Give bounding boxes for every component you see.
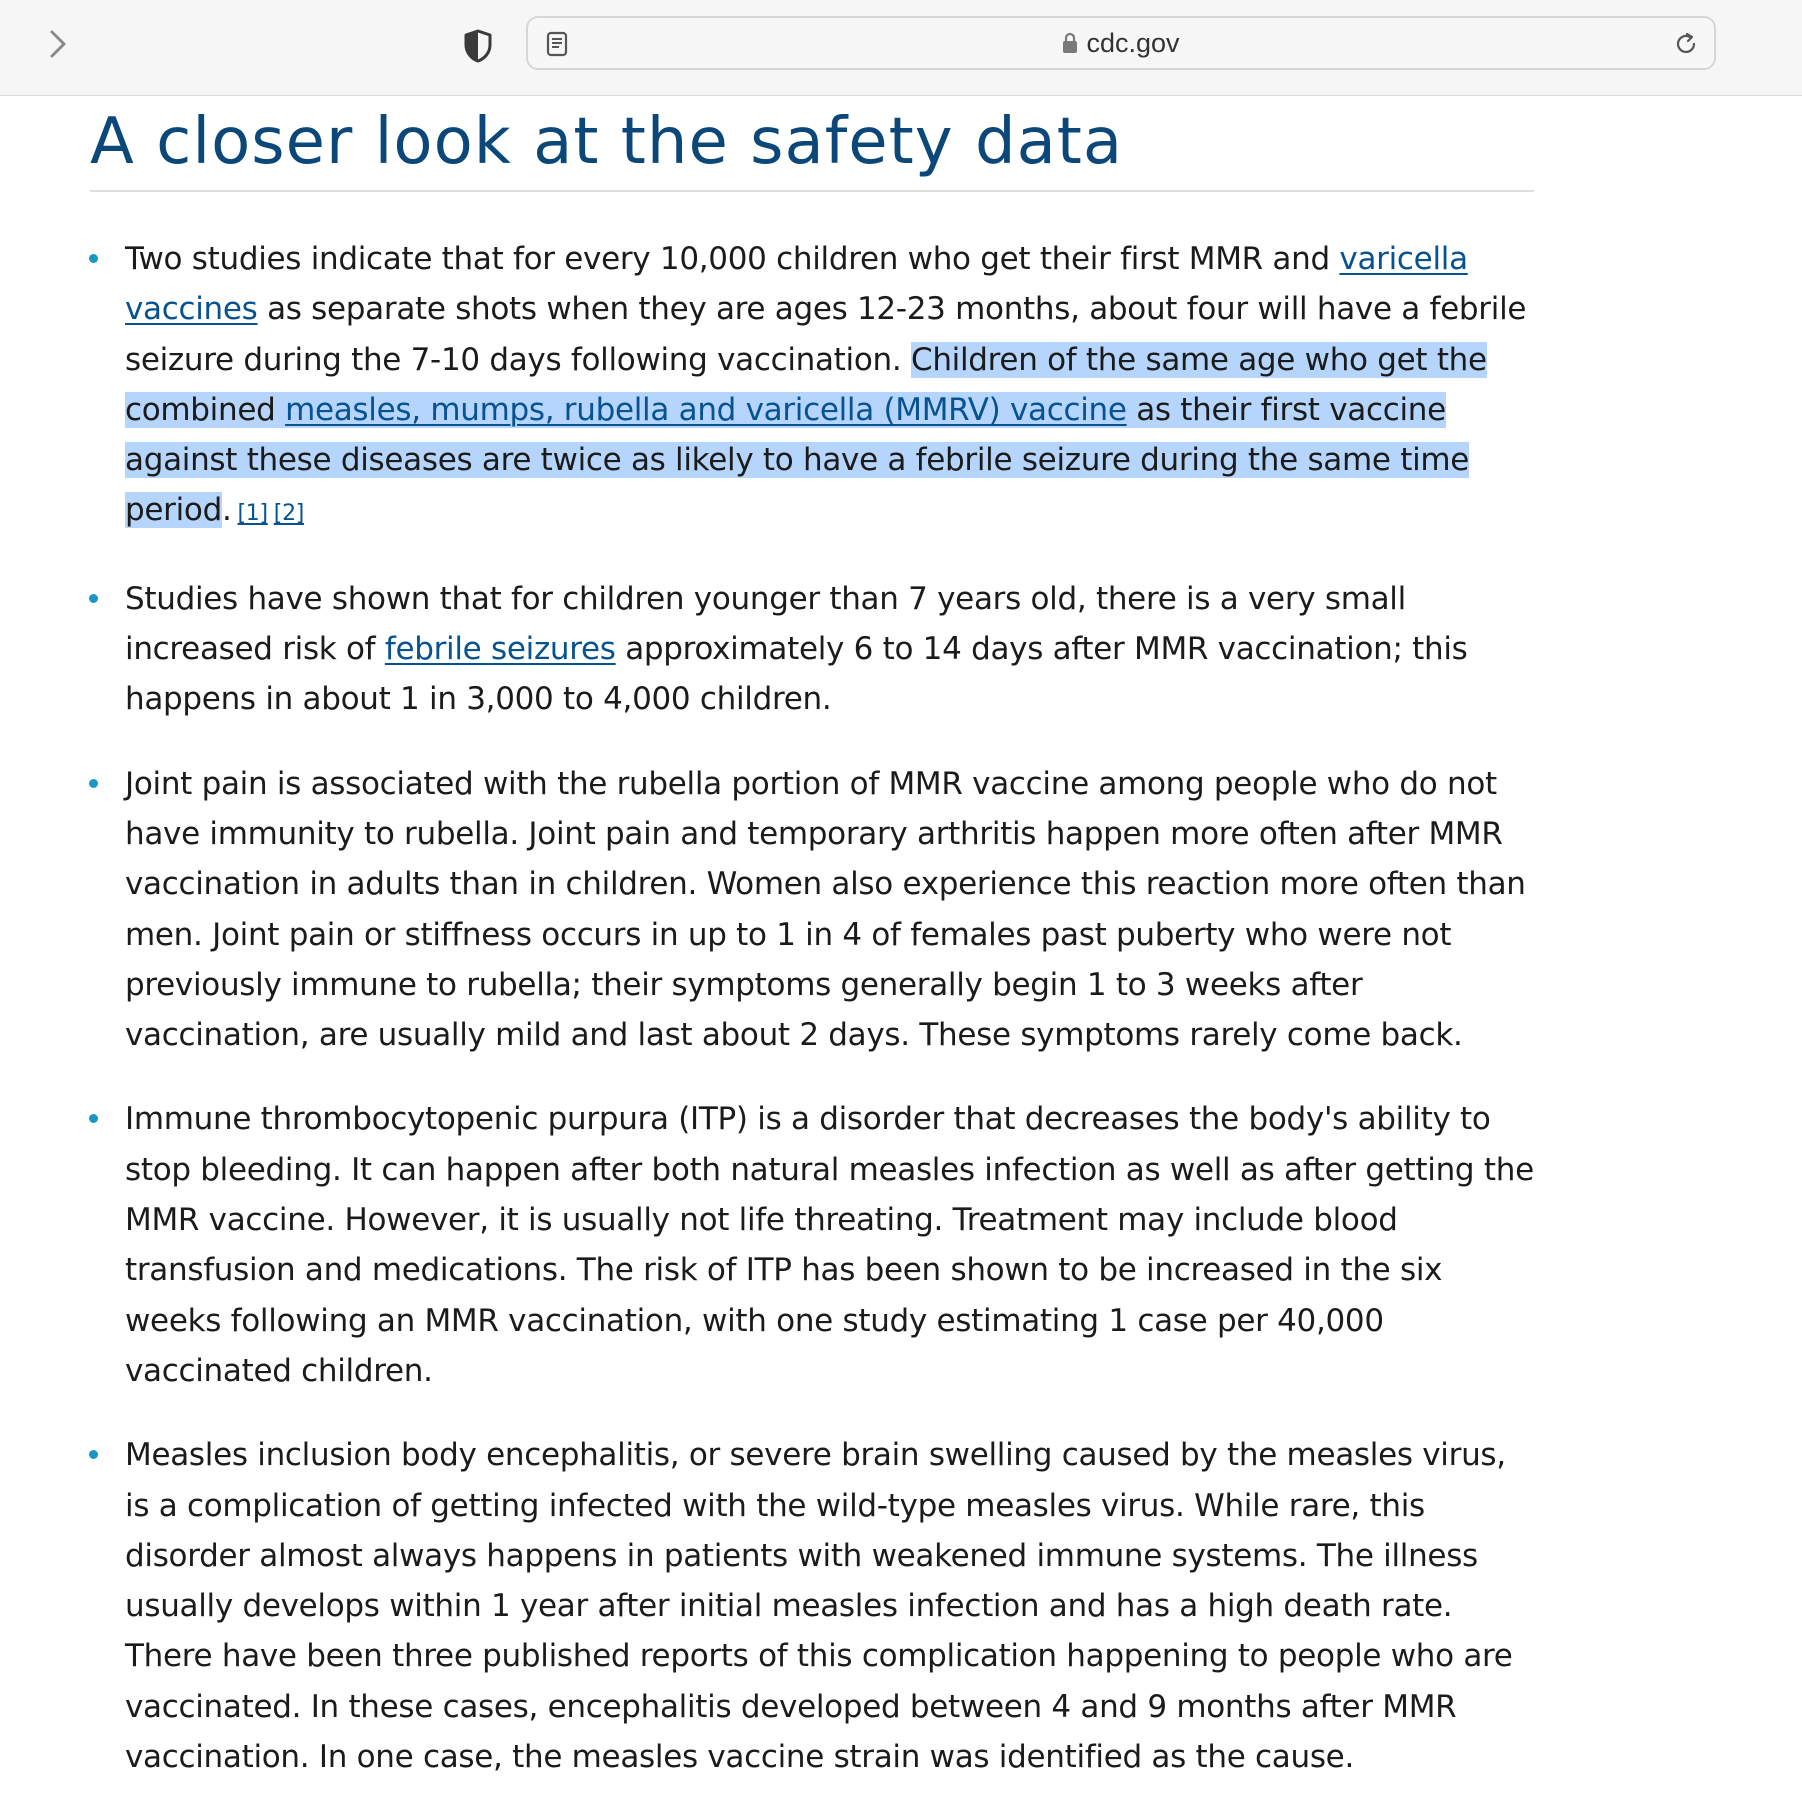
- bullet-icon: [89, 779, 98, 788]
- bullet-icon: [89, 1114, 98, 1123]
- bullet-icon: [89, 1450, 98, 1459]
- item-text: approximately 6 to 14 days after MMR vaccination; this happens in about 1 in 3,000 to 4,000 children.: [125, 631, 1468, 718]
- link-varicella-vaccines[interactable]: varicella vaccines: [125, 241, 1468, 328]
- reload-icon: [1673, 31, 1699, 57]
- list-item: [90, 759, 1534, 1061]
- safety-data-list: [90, 234, 1534, 1782]
- item-text: Studies have shown that for children younger than 7 years old, there is a very small increased risk of: [125, 580, 1406, 668]
- item-text: Measles inclusion body encephalitis, or severe brain swelling caused by the measles virus, is a complication of getting infected with the wild-type measles virus. While rare, this disorder almost always happens in patients with weakened immune systems. The illness usually develops within 1 year after initial measles infection and has a high death rate. There have been three published reports of this complication happening to people who are vaccinated. In these cases, encephalitis developed between 4 and 9 months after MMR vaccination. In one case, the measles vaccine strain was identified as the cause.: [125, 1437, 1513, 1776]
- bullet-icon: [89, 594, 98, 603]
- list-item: [90, 1094, 1534, 1396]
- list-item: [90, 1430, 1534, 1782]
- list-item: [90, 234, 1534, 540]
- privacy-report-button[interactable]: [458, 26, 498, 66]
- browser-toolbar: [0, 0, 1802, 96]
- reference-link-1[interactable]: [1]: [237, 501, 268, 527]
- chevron-right-icon: [48, 28, 68, 60]
- bullet-icon: [89, 254, 98, 263]
- url-text: cdc.gov: [1086, 27, 1180, 58]
- url-display[interactable]: [528, 18, 1714, 68]
- shield-icon: [463, 29, 493, 63]
- item-text: Immune thrombocytopenic purpura (ITP) is a disorder that decreases the body's ability to stop bleeding. It can happen after both natural measles infection as well as after getting the MMR vaccine. However, it is usually not life threating. Treatment may include blood transfusion and medications. The risk of ITP has been shown to be increased in the six weeks following an MMR vaccination, with one study estimating 1 case per 40,000 vaccinated children.: [125, 1101, 1534, 1389]
- reference-link-2[interactable]: [2]: [273, 501, 305, 527]
- item-text: as separate shots when they are ages 12-23 months, about four will have a febrile seizure during the 7-10 days following vaccination.: [125, 291, 1527, 378]
- link-mmrv-vaccine[interactable]: measles, mumps, rubella and varicella (MMRV) vaccine: [285, 391, 1127, 428]
- main-content: [90, 96, 1534, 1816]
- item-text: as their first vaccine against these diseases are twice as likely to have a febrile seizure during the same time period: [125, 391, 1470, 529]
- lock-icon: [1062, 32, 1078, 54]
- forward-button[interactable]: [40, 24, 76, 64]
- page-title: A closer look at the safety data: [90, 96, 1534, 192]
- reload-button[interactable]: [1670, 28, 1702, 60]
- link-febrile-seizures[interactable]: febrile seizures: [384, 631, 616, 668]
- address-bar[interactable]: [526, 16, 1716, 70]
- item-text: Joint pain is associated with the rubella portion of MMR vaccine among people who do not have immunity to rubella. Joint pain and temporary arthritis happen more often after MMR vaccination in adults than in children. Women also experience this reaction more often than men. Joint pain or stiffness occurs in up to 1 in 4 of females past puberty who were not previously immune to rubella; their symptoms generally begin 1 to 3 weeks after vaccination, are usually mild and last about 2 days. These symptoms rarely come back.: [125, 765, 1526, 1054]
- list-item: [90, 574, 1534, 725]
- item-text: Two studies indicate that for every 10,000 children who get their first MMR and: [125, 241, 1340, 277]
- item-text: .: [221, 492, 232, 529]
- item-text: Children of the same age who get the combined: [125, 341, 1487, 428]
